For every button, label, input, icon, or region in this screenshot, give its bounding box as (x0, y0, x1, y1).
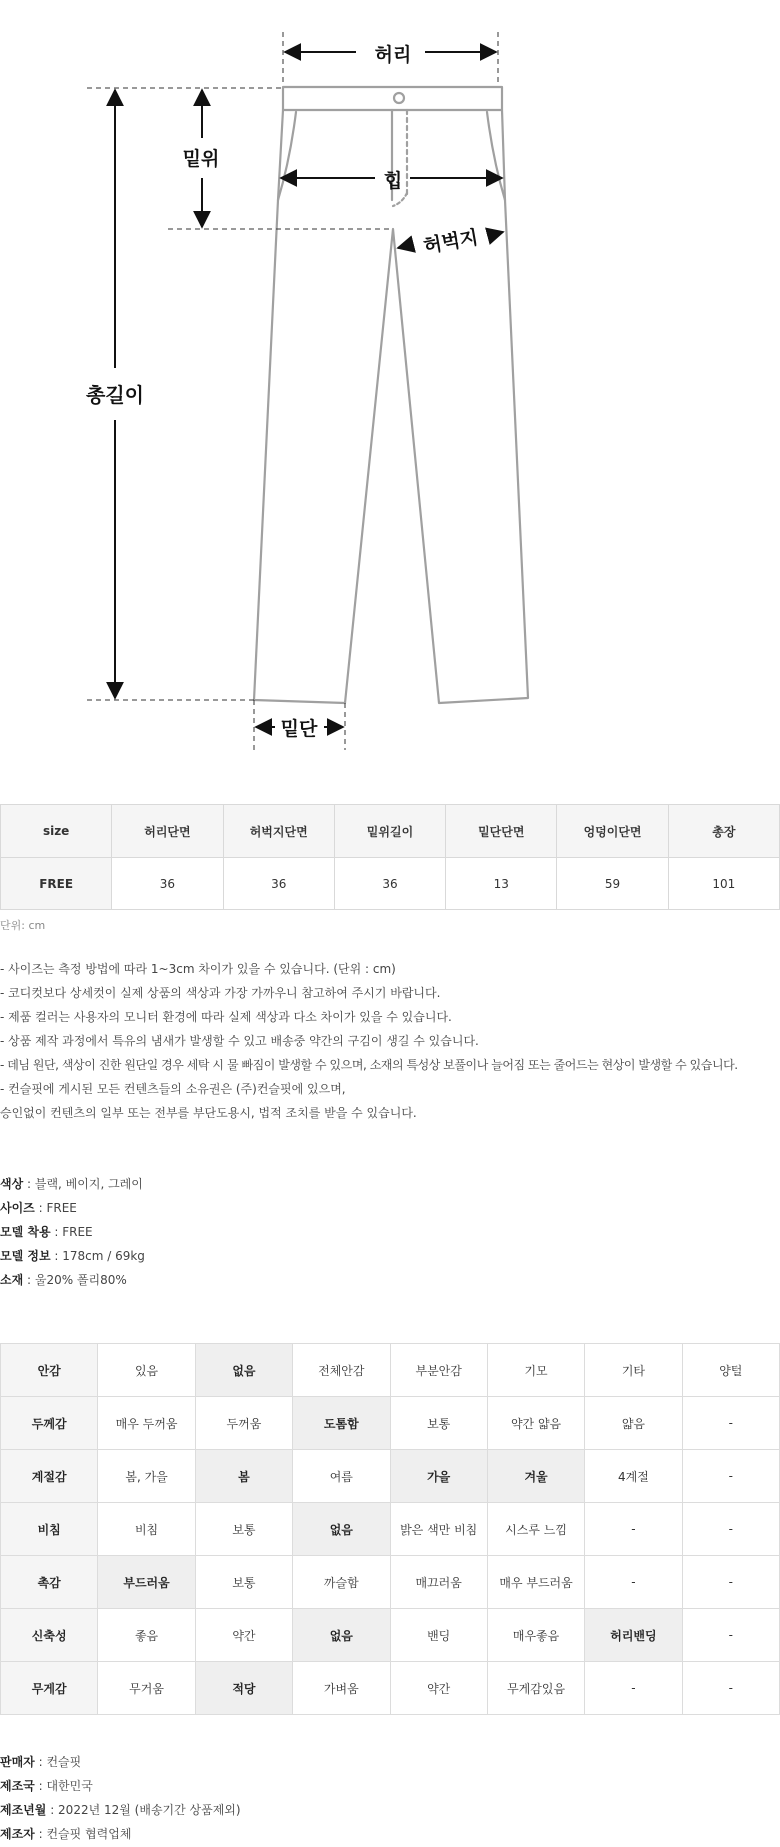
property-row (1, 1662, 780, 1715)
size-notes (0, 957, 780, 1125)
label-thigh: 허벅지 (421, 226, 480, 258)
size-table-row (1, 858, 780, 910)
property-option: 까슬함 (293, 1556, 390, 1609)
property-option-selected: 없음 (195, 1344, 292, 1397)
maker-key: 제조년월 (0, 1803, 47, 1817)
pants-size-diagram (0, 0, 780, 760)
property-option-selected: 없음 (293, 1503, 390, 1556)
note-line: - 코디컷보다 상세컷이 실제 상품의 색상과 가장 가까우니 참고하여 주시기 바랍니다. (0, 986, 441, 1000)
size-header-cell: 엉덩이단면 (557, 805, 668, 858)
note-line: - 컨슬핏에 게시된 모든 컨텐츠들의 소유권은 (주)컨슬핏에 있으며, (0, 1082, 346, 1096)
label-hem: 밑단 (280, 718, 318, 740)
spec-key: 사이즈 (0, 1201, 35, 1215)
label-total-length: 총길이 (86, 383, 144, 407)
property-option: 약간 (195, 1609, 292, 1662)
maker-value: : 컨슬핏 협력업체 (34, 1827, 132, 1841)
property-option-selected: 도톰함 (293, 1397, 390, 1450)
maker-key: 제조국 (0, 1779, 35, 1793)
spec-key: 색상 (0, 1177, 24, 1191)
spec-material (0, 1268, 145, 1292)
size-table (0, 804, 780, 910)
property-option: 4계절 (585, 1450, 682, 1503)
property-option: 보통 (390, 1397, 487, 1450)
spec-model-info (0, 1244, 145, 1268)
property-name: 비침 (1, 1503, 98, 1556)
property-option: 양털 (682, 1344, 779, 1397)
note-line: - 상품 제작 과정에서 특유의 냄새가 발생할 수 있고 배송중 약간의 구김이 생길 수 있습니다. (0, 1034, 479, 1048)
property-option: 두꺼움 (195, 1397, 292, 1450)
property-option: 매끄러움 (390, 1556, 487, 1609)
property-name: 무게감 (1, 1662, 98, 1715)
property-option: 가벼움 (293, 1662, 390, 1715)
spec-key: 모델 정보 (0, 1249, 51, 1263)
property-option-selected: 허리밴딩 (585, 1609, 682, 1662)
property-option: 얇음 (585, 1397, 682, 1450)
property-option: - (585, 1662, 682, 1715)
maker-country (0, 1774, 241, 1798)
property-option: 밴딩 (390, 1609, 487, 1662)
spec-key: 모델 착용 (0, 1225, 51, 1239)
property-option-selected: 겨울 (487, 1450, 584, 1503)
maker-value: : 2022년 12월 (배송기간 상품제외) (46, 1803, 241, 1817)
property-option: 시스루 느낌 (487, 1503, 584, 1556)
note-line: - 제품 컬러는 사용자의 모니터 환경에 따라 실제 색상과 다소 차이가 있을 수 있습니다. (0, 1010, 452, 1024)
property-row (1, 1397, 780, 1450)
size-cell: 13 (446, 858, 557, 910)
property-row (1, 1450, 780, 1503)
property-row (1, 1344, 780, 1397)
property-option: - (585, 1503, 682, 1556)
property-option: 약간 (390, 1662, 487, 1715)
property-option-selected: 가을 (390, 1450, 487, 1503)
property-option: 약간 얇음 (487, 1397, 584, 1450)
size-cell: FREE (1, 858, 112, 910)
property-option: 봄, 가을 (98, 1450, 195, 1503)
label-rise: 밑위 (182, 148, 220, 170)
size-cell: 36 (334, 858, 445, 910)
spec-value: : FREE (34, 1201, 77, 1215)
label-hip: 힙 (383, 170, 403, 192)
size-cell: 101 (668, 858, 779, 910)
spec-size (0, 1196, 145, 1220)
label-waist: 허리 (374, 44, 412, 66)
size-header-cell: 허벅지단면 (223, 805, 334, 858)
size-header-cell: 총장 (668, 805, 779, 858)
size-header-cell: 허리단면 (112, 805, 223, 858)
property-name: 신축성 (1, 1609, 98, 1662)
spec-model-wear (0, 1220, 145, 1244)
property-option: - (682, 1609, 779, 1662)
fabric-property-table (0, 1343, 780, 1715)
property-option-selected: 봄 (195, 1450, 292, 1503)
property-option-selected: 없음 (293, 1609, 390, 1662)
note-line: - 사이즈는 측정 방법에 따라 1~3cm 차이가 있을 수 있습니다. (단위 : cm) (0, 962, 396, 976)
property-option: 매우 두꺼움 (98, 1397, 195, 1450)
note-line: 승인없이 컨텐츠의 일부 또는 전부를 부단도용시, 법적 조치를 받을 수 있습니다. (0, 1106, 417, 1120)
property-option-selected: 부드러움 (98, 1556, 195, 1609)
maker-key: 제조자 (0, 1827, 35, 1841)
property-option: - (682, 1503, 779, 1556)
property-option: 있음 (98, 1344, 195, 1397)
property-option: 매우 부드러움 (487, 1556, 584, 1609)
spec-color (0, 1172, 145, 1196)
spec-value: : 블랙, 베이지, 그레이 (23, 1177, 143, 1191)
size-cell: 36 (112, 858, 223, 910)
property-option: - (585, 1556, 682, 1609)
maker-seller (0, 1750, 241, 1774)
property-option: - (682, 1397, 779, 1450)
property-row (1, 1503, 780, 1556)
manufacturer-info (0, 1750, 241, 1846)
maker-value: : 대한민국 (34, 1779, 93, 1793)
property-option: 비침 (98, 1503, 195, 1556)
spec-key: 소재 (0, 1273, 24, 1287)
size-cell: 59 (557, 858, 668, 910)
property-option: 기타 (585, 1344, 682, 1397)
size-header-cell: 밑단단면 (446, 805, 557, 858)
unit-note: 단위: cm (0, 919, 46, 932)
maker-key: 판매자 (0, 1755, 35, 1769)
property-name: 두께감 (1, 1397, 98, 1450)
property-option: 무게감있음 (487, 1662, 584, 1715)
property-option: - (682, 1556, 779, 1609)
maker-manufacturer (0, 1822, 241, 1846)
property-option: 보통 (195, 1503, 292, 1556)
maker-date (0, 1798, 241, 1822)
spec-value: : 178cm / 69kg (50, 1249, 145, 1263)
spec-value: : FREE (50, 1225, 93, 1239)
note-line: - 데님 원단, 색상이 진한 원단일 경우 세탁 시 물 빠짐이 발생할 수 있으며, 소재의 특성상 보풀이나 늘어짐 또는 줄어드는 현상이 발생할 수 있습니다. (0, 1058, 738, 1072)
property-option: 매우좋음 (487, 1609, 584, 1662)
spec-value: : 울20% 폴리80% (23, 1273, 127, 1287)
property-option: - (682, 1450, 779, 1503)
property-name: 촉감 (1, 1556, 98, 1609)
maker-value: : 컨슬핏 (34, 1755, 82, 1769)
size-cell: 36 (223, 858, 334, 910)
size-header-cell: size (1, 805, 112, 858)
property-option: - (682, 1662, 779, 1715)
property-name: 안감 (1, 1344, 98, 1397)
property-option: 보통 (195, 1556, 292, 1609)
property-row (1, 1556, 780, 1609)
property-option: 전체안감 (293, 1344, 390, 1397)
property-row (1, 1609, 780, 1662)
property-option: 밝은 색만 비침 (390, 1503, 487, 1556)
property-option-selected: 적당 (195, 1662, 292, 1715)
property-option: 기모 (487, 1344, 584, 1397)
property-option: 무거움 (98, 1662, 195, 1715)
property-option: 좋음 (98, 1609, 195, 1662)
property-option: 여름 (293, 1450, 390, 1503)
size-table-header (1, 805, 780, 858)
size-header-cell: 밑위길이 (334, 805, 445, 858)
property-name: 계절감 (1, 1450, 98, 1503)
property-option: 부분안감 (390, 1344, 487, 1397)
product-spec (0, 1172, 145, 1292)
